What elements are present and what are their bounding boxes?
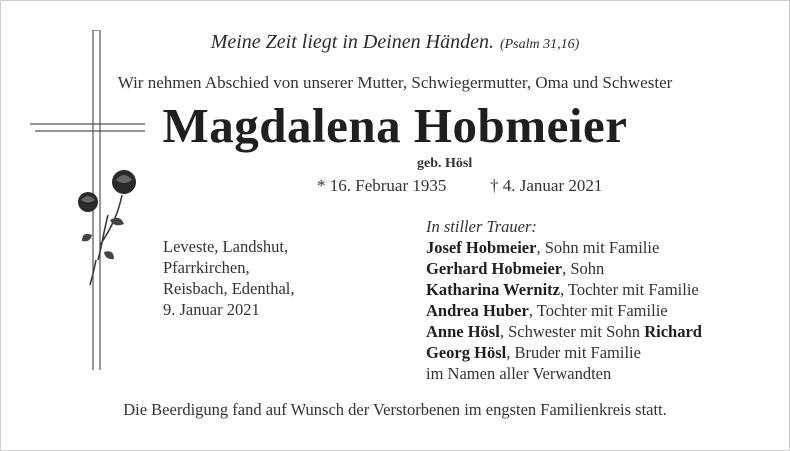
mourner-entry: [426, 300, 702, 321]
mourner-entry: [426, 342, 702, 363]
motto-reference: (Psalm 31,16): [499, 37, 580, 52]
mourner-entry: [426, 321, 702, 342]
location-block: [163, 236, 295, 320]
location-line: Reisbach, Edenthal,: [163, 279, 295, 298]
location-date: 9. Januar 2021: [163, 300, 260, 319]
mourner-entry: [426, 279, 702, 300]
mourner-name: Andrea Huber: [426, 301, 529, 320]
mourner-extra-name: Richard: [644, 322, 702, 341]
mourner-relation: , Bruder mit Familie: [506, 343, 641, 362]
rose-icon: [78, 170, 136, 285]
deceased-name: Magdalena Hobmeier: [162, 98, 628, 153]
birth-date: * 16. Februar 1935: [317, 176, 447, 195]
location-line: Leveste, Landshut,: [163, 237, 289, 256]
mourners-closing: im Namen aller Verwandten: [426, 364, 612, 383]
motto-text: Meine Zeit liegt in Deinen Händen.: [210, 31, 494, 53]
mourners-block: [426, 216, 702, 384]
motto: [0, 31, 790, 54]
mourner-name: Gerhard Hobmeier: [426, 259, 563, 278]
mourner-name: Josef Hobmeier: [426, 238, 537, 257]
mourner-relation: , Sohn mit Familie: [536, 238, 660, 257]
intro-line: Wir nehmen Abschied von unserer Mutter, Schwiegermutter, Oma und Schwester: [117, 73, 673, 92]
funeral-note: Die Beerdigung fand auf Wunsch der Verstorbenen im engsten Familienkreis statt.: [123, 400, 667, 419]
mourner-name: Georg Hösl: [426, 343, 507, 362]
mourner-entry: [426, 258, 702, 279]
mourner-entry: [426, 237, 702, 258]
death-date: † 4. Januar 2021: [490, 176, 603, 195]
mourner-name: Katharina Wernitz: [426, 280, 560, 299]
mourner-relation: , Tochter mit Familie: [528, 301, 668, 320]
maiden-name: geb. Hösl: [417, 156, 473, 171]
mourner-relation: , Tochter mit Familie: [559, 280, 699, 299]
mourner-relation: , Schwester mit Sohn: [499, 322, 645, 341]
location-line: Pfarrkirchen,: [163, 258, 250, 277]
mourner-relation: , Sohn: [562, 259, 605, 278]
mourners-heading: In stiller Trauer:: [426, 217, 537, 236]
mourner-name: Anne Hösl: [426, 322, 500, 341]
